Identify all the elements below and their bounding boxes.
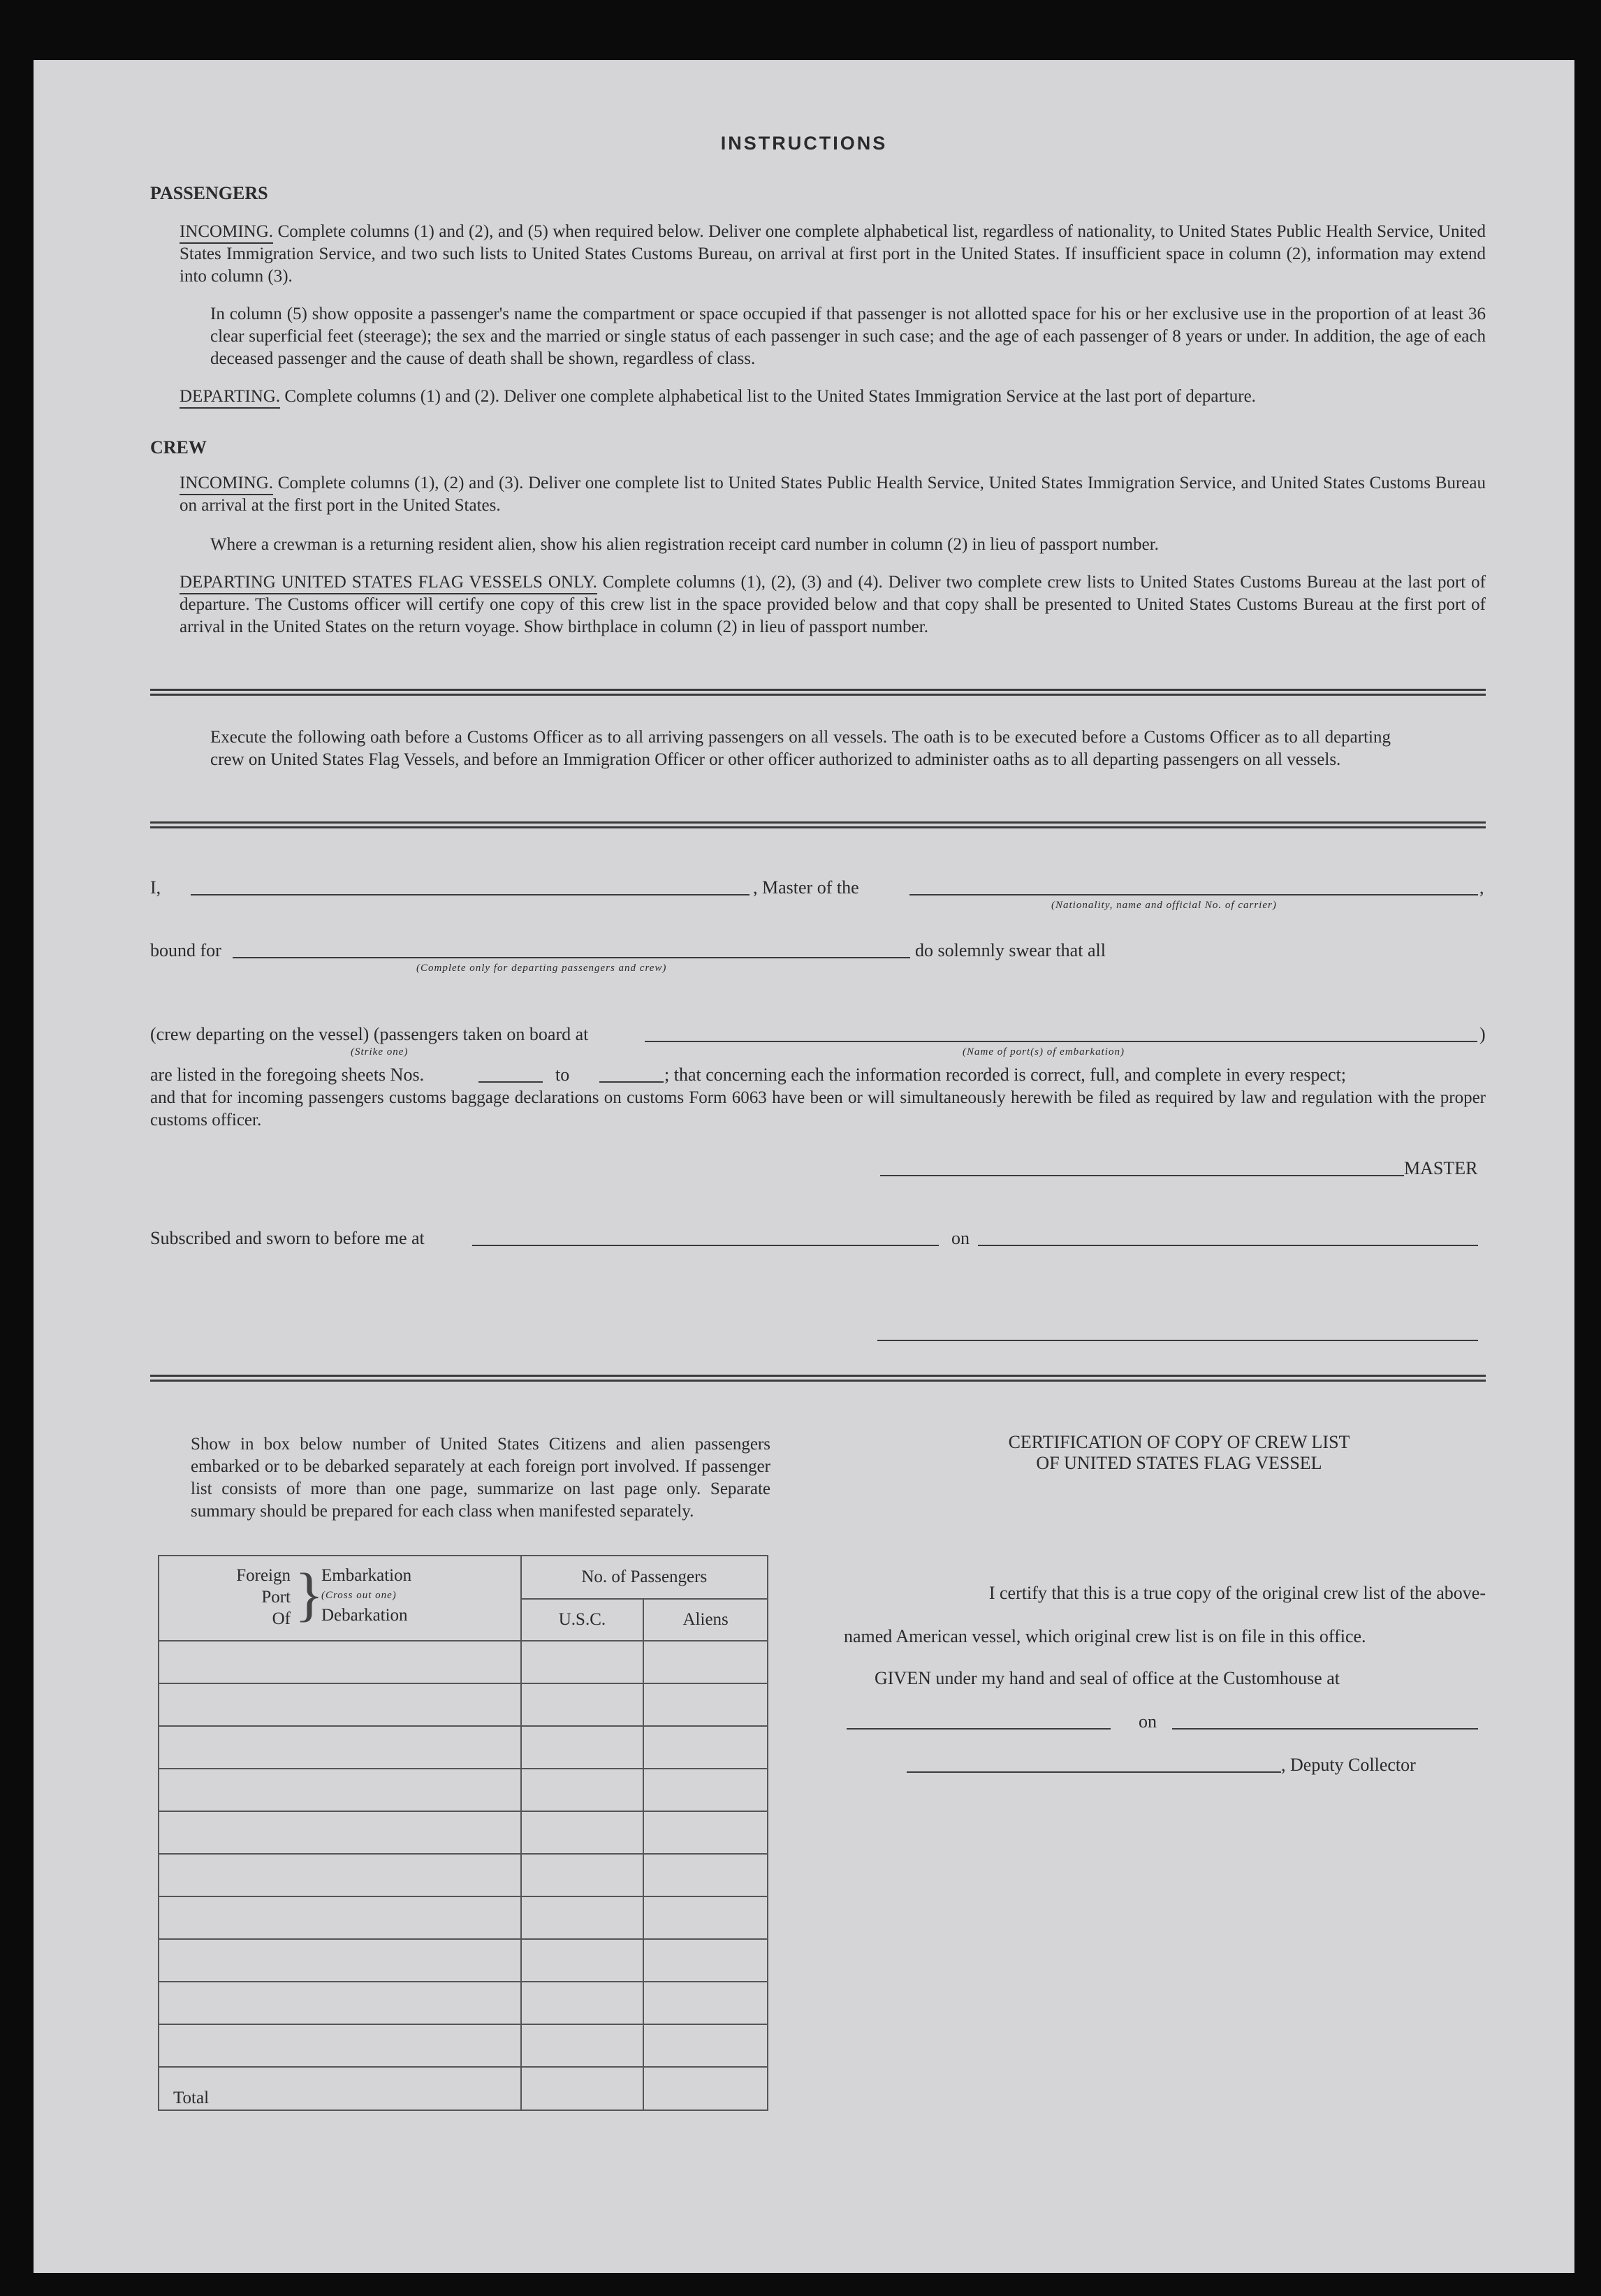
- officer-signature-field[interactable]: [877, 1340, 1478, 1341]
- usc-cell[interactable]: [521, 1726, 644, 1769]
- subscribed-label: Subscribed and sworn to before me at: [150, 1228, 425, 1248]
- aliens-cell[interactable]: [643, 1769, 768, 1811]
- usc-cell[interactable]: [521, 1811, 644, 1854]
- table-row: [159, 1854, 768, 1896]
- master-label: MASTER: [1404, 1158, 1478, 1178]
- col-embarkation-label: Embarkation: [321, 1566, 412, 1585]
- crew-departing-label: (crew departing on the vessel) (passengers taken on board at: [150, 1024, 589, 1044]
- customhouse-field[interactable]: [847, 1728, 1111, 1730]
- sheet-from-field[interactable]: [478, 1081, 543, 1083]
- crew-departing-paragraph: [180, 571, 1486, 638]
- oath-instruction: Execute the following oath before a Customs Officer as to all arriving passengers on all vessels. The oath is to be executed before a Customs Officer as to all departing crew on United States Flag Vessels, and before an Immigration Officer or other officer authorized to administer oaths as to all departing passengers on all vessels.: [210, 728, 1391, 769]
- total-label: Total: [159, 2067, 521, 2110]
- master-of-label: , Master of the: [753, 877, 859, 898]
- certification-on-label: on: [1139, 1711, 1157, 1732]
- brace-icon: }: [295, 1560, 324, 1628]
- passengers-incoming-lead: INCOMING.: [180, 222, 273, 244]
- col-port-label: Port: [261, 1588, 291, 1607]
- comma: ,: [1479, 877, 1484, 898]
- crew-departing-text: Complete columns (1), (2), (3) and (4). Deliver two complete crew lists to United States Customs Bureau at the last port of departure. The Customs officer will certify one copy of this crew list in the space provided below and that copy shall be presented to United States Customs Bureau at the first port of arrival in the United States on the return voyage. Show birthplace in column (2) in lieu of passport number.: [180, 573, 1486, 636]
- ports-field[interactable]: [645, 1041, 1477, 1042]
- master-signature-field[interactable]: [880, 1175, 1404, 1176]
- usc-cell[interactable]: [521, 1854, 644, 1896]
- crew-incoming-paragraph: [180, 472, 1486, 517]
- deputy-signature-field[interactable]: [907, 1771, 1281, 1773]
- aliens-cell[interactable]: [643, 1726, 768, 1769]
- aliens-cell[interactable]: [643, 1641, 768, 1683]
- carrier-field[interactable]: [909, 894, 1478, 895]
- total-row: [159, 2067, 768, 2110]
- aliens-cell[interactable]: [643, 2024, 768, 2067]
- col-foreign-label: Foreign: [236, 1566, 291, 1585]
- bound-for-field[interactable]: [233, 957, 910, 958]
- strike-note: (Strike one): [351, 1046, 409, 1058]
- usc-header-cell: U.S.C.: [521, 1599, 644, 1641]
- page-title: INSTRUCTIONS: [720, 133, 888, 154]
- sworn-place-field[interactable]: [472, 1245, 939, 1246]
- divider-2: [150, 821, 1486, 828]
- port-cell[interactable]: [159, 2024, 521, 2067]
- port-cell[interactable]: [159, 1939, 521, 1982]
- passengers-incoming-paragraph: [180, 221, 1486, 288]
- usc-cell[interactable]: [521, 2024, 644, 2067]
- table-row: [159, 1769, 768, 1811]
- port-cell[interactable]: [159, 1896, 521, 1939]
- sheet-to-field[interactable]: [599, 1081, 664, 1083]
- port-cell[interactable]: [159, 1982, 521, 2024]
- passengers-column5-paragraph: In column (5) show opposite a passenger's name the compartment or space occupied if that passenger is not allotted space for his or her exclusive use in the proportion of at least 36 clear superficial feet (steerage); the sex and the married or single status of each passenger in such case; and the age of each passenger of 8 years or under. In addition, the age of each deceased passenger and the cause of death shall be shown, regardless of class.: [210, 305, 1486, 368]
- aliens-cell[interactable]: [643, 1896, 768, 1939]
- direction-label-group: [321, 1565, 411, 1626]
- port-label-group: [165, 1565, 291, 1630]
- sworn-date-field[interactable]: [978, 1245, 1478, 1246]
- summary-instructions: Show in box below number of United States Citizens and alien passengers embarked or to be debarked separately at each foreign port involved. If passenger list consists of more than one page, summarize on last page only. Separate summary should be prepared for each class when manifested separately.: [191, 1435, 770, 1521]
- ports-note: (Name of port(s) of embarkation): [963, 1046, 1125, 1058]
- crew-heading: CREW: [150, 437, 207, 458]
- crew-incoming-text: Complete columns (1), (2) and (3). Deliver one complete list to United States Public Health Service, United States Immigration Service, and United States Customs Bureau on arrival at the first port in the United States.: [180, 474, 1486, 515]
- table-row: [159, 1641, 768, 1683]
- table-header-row-1: [159, 1556, 768, 1599]
- port-header-cell: [159, 1556, 521, 1641]
- col-debarkation-label: Debarkation: [321, 1606, 408, 1625]
- aliens-header-cell: Aliens: [643, 1599, 768, 1641]
- crew-incoming-lead: INCOMING.: [180, 474, 273, 495]
- aliens-cell[interactable]: [643, 1854, 768, 1896]
- certification-date-field[interactable]: [1172, 1728, 1478, 1730]
- passengers-heading: PASSENGERS: [150, 183, 268, 203]
- listed-label-c: and that for incoming passengers customs baggage declarations on customs Form 6063 have been or will simultaneously herewith be filed as required by law and regulation with the proper customs officer.: [150, 1088, 1486, 1129]
- aliens-cell[interactable]: [643, 1982, 768, 2024]
- table-row: [159, 2024, 768, 2067]
- table-row: [159, 1939, 768, 1982]
- port-cell[interactable]: [159, 1769, 521, 1811]
- oath-i-label: I,: [150, 877, 161, 898]
- passengers-departing-text: Complete columns (1) and (2). Deliver one complete alphabetical list to the United States Immigration Service at the last port of departure.: [284, 387, 1256, 406]
- table-row: [159, 1726, 768, 1769]
- bound-note: (Complete only for departing passengers and crew): [416, 963, 667, 974]
- listed-label-b: ; that concerning each the information recorded is correct, full, and complete in every respect;: [664, 1065, 1347, 1085]
- listed-label-a: are listed in the foregoing sheets Nos.: [150, 1065, 425, 1085]
- aliens-total-cell[interactable]: [643, 2067, 768, 2110]
- table-row: [159, 1982, 768, 2024]
- sworn-on-label: on: [951, 1228, 970, 1248]
- certification-title-1: CERTIFICATION OF COPY OF CREW LIST: [1008, 1432, 1350, 1452]
- close-paren: ): [1479, 1024, 1486, 1044]
- crew-resident-paragraph: Where a crewman is a returning resident alien, show his alien registration receipt card number in column (2) in lieu of passport number.: [210, 535, 1159, 554]
- col-cross-label: (Cross out one): [321, 1590, 397, 1601]
- certification-line-3: GIVEN under my hand and seal of office at the Customhouse at: [875, 1668, 1340, 1688]
- divider-1: [150, 689, 1486, 696]
- table-row: [159, 1683, 768, 1726]
- aliens-cell[interactable]: [643, 1811, 768, 1854]
- certification-title-2: OF UNITED STATES FLAG VESSEL: [1036, 1453, 1322, 1473]
- usc-cell[interactable]: [521, 1982, 644, 2024]
- usc-cell[interactable]: [521, 1939, 644, 1982]
- passengers-departing-lead: DEPARTING.: [180, 387, 280, 409]
- swear-label: do solemnly swear that all: [915, 940, 1106, 960]
- bound-for-label: bound for: [150, 940, 221, 960]
- port-cell[interactable]: [159, 1726, 521, 1769]
- aliens-cell[interactable]: [643, 1939, 768, 1982]
- table-row: [159, 1896, 768, 1939]
- usc-cell[interactable]: [521, 1683, 644, 1726]
- port-cell[interactable]: [159, 1641, 521, 1683]
- passengers-incoming-text: Complete columns (1) and (2), and (5) when required below. Deliver one complete alphabetical list, regardless of nationality, to United States Public Health Service, United States Immigration Service, and two such lists to United States Customs Bureau, on arrival at first port in the United States. If insufficient space in column (2), information may extend into column (3).: [180, 222, 1486, 286]
- certification-line-1: I certify that this is a true copy of the original crew list of the above-: [988, 1583, 1486, 1603]
- port-cell[interactable]: [159, 1854, 521, 1896]
- usc-cell[interactable]: [521, 1896, 644, 1939]
- passengers-departing-paragraph: [180, 386, 1486, 408]
- document-page: [34, 60, 1574, 2273]
- usc-total-cell[interactable]: [521, 2067, 644, 2110]
- table-row: [159, 1811, 768, 1854]
- deputy-collector-label: , Deputy Collector: [1281, 1755, 1416, 1775]
- carrier-note: (Nationality, name and official No. of carrier): [1051, 900, 1277, 911]
- usc-cell[interactable]: [521, 1641, 644, 1683]
- port-cell[interactable]: [159, 1811, 521, 1854]
- certification-line-2: named American vessel, which original crew list is on file in this office.: [844, 1626, 1366, 1646]
- crew-departing-lead: DEPARTING UNITED STATES FLAG VESSELS ONLY.: [180, 573, 597, 594]
- passenger-summary-table: [158, 1555, 768, 2111]
- passengers-header-cell: No. of Passengers: [521, 1556, 768, 1599]
- port-cell[interactable]: [159, 1683, 521, 1726]
- master-name-field[interactable]: [191, 894, 750, 895]
- divider-3: [150, 1375, 1486, 1382]
- listed-to-label: to: [555, 1065, 570, 1085]
- aliens-cell[interactable]: [643, 1683, 768, 1726]
- col-of-label: Of: [272, 1609, 291, 1628]
- usc-cell[interactable]: [521, 1769, 644, 1811]
